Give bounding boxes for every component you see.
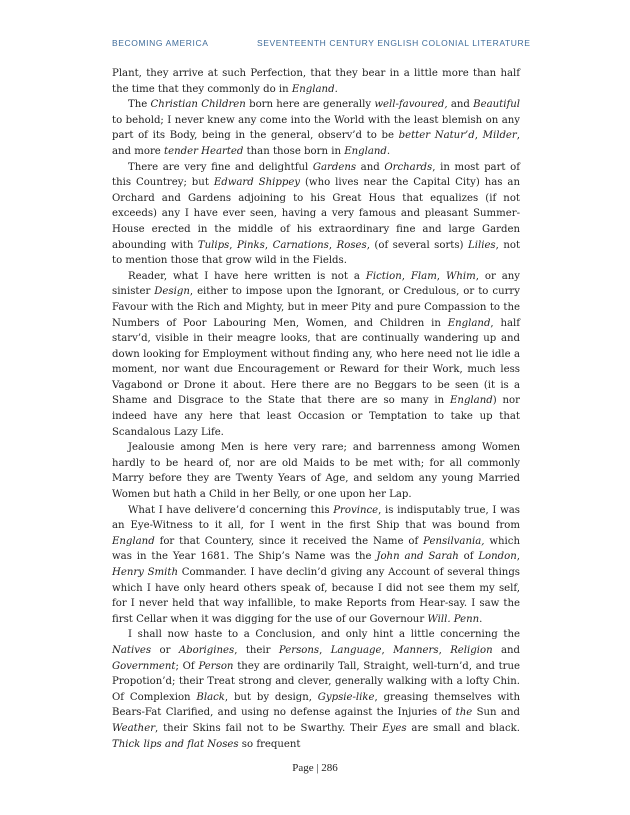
page-footer	[0, 762, 630, 774]
text-run: , half starv’d, visible in their meagre looks, that are continually wandering up and down looking for Employment without finding any, who here need not lie idle a moment, nor want due Encouragement or Reward for their Work, much less Vagabond or Drone it about. Here there are no Beggars to be seen (it is a Shame and Disgrace to the State that there are so many in	[112, 317, 521, 407]
text-run: for that Countery, since it received the Name of	[154, 535, 424, 547]
italic-run: Thick lips and flat Noses	[112, 738, 239, 750]
italic-run: Milder	[482, 130, 517, 142]
text-run: , either to impose upon the Ignorant, or Credulous, or to curry Favour with the Rich and Mighty, but in meer Pity and pure Compassion to the Numbers of Poor Labouring Men, Women, and Children in	[112, 286, 520, 329]
text-run: , is indisputably true, I was an Eye-Witness to it all, for I went in the first Ship that was bound from	[112, 504, 520, 532]
text-run: .	[386, 145, 391, 157]
text-run: Commander. I have declin’d giving any Account of several things which I have only heard others speak of, because I did not see them my self, for I never held that way infallible, to make Reports from Hear-say. I saw the first Cellar when it was digging for the use of our Governour	[112, 567, 521, 625]
body-text	[112, 66, 520, 752]
text-run: are small and black.	[406, 722, 520, 734]
italic-run: Lilies	[468, 239, 496, 251]
text-run: What I have delivere’d concerning this	[128, 504, 334, 516]
paragraph	[112, 160, 520, 269]
paragraph	[112, 269, 520, 441]
text-run: of	[458, 551, 479, 563]
running-head-left: BECOMING AMERICA	[112, 38, 209, 48]
text-run: ,	[264, 239, 273, 251]
text-run: , or any sinister	[112, 270, 521, 298]
text-run: or	[151, 644, 179, 656]
text-run: ,	[328, 239, 337, 251]
text-run: ) nor indeed have any here that least Occasion or Temptation to take up that Scandalous Lazy Life.	[112, 395, 520, 438]
page-number: 286	[321, 762, 338, 774]
paragraph	[112, 66, 520, 97]
italic-run: London	[478, 551, 517, 563]
page-label: Page	[292, 762, 314, 774]
text-run: they are ordinarily Tall, Straight, well-turn’d, and true Propotion’d; their Treat strong and clever, generally walking with a lofty Chin. Of Complexion	[112, 660, 520, 703]
italic-run: Person	[198, 660, 234, 672]
italic-run: Whim	[445, 270, 476, 282]
italic-run: tender Hearted	[164, 145, 244, 157]
italic-run: Pinks	[236, 239, 265, 251]
text-run: , but by design,	[224, 691, 318, 703]
paragraph	[112, 503, 520, 628]
text-run: There are very fine and delightful	[128, 161, 313, 173]
text-run: Sun and	[472, 707, 520, 719]
text-run: ,	[401, 270, 411, 282]
page-separator: |	[316, 762, 319, 774]
text-run: ,	[229, 239, 237, 251]
italic-run: the	[455, 707, 473, 719]
text-run: Plant, they arrive at such Perfection, that they bear in a little more than half the time that they commonly do in	[112, 68, 520, 95]
italic-run: Weather	[112, 722, 156, 734]
text-run: and	[447, 99, 474, 111]
text-run: than those born in	[243, 145, 345, 157]
italic-run: Gypsie-like	[317, 691, 375, 703]
text-run: I shall now haste to a Conclusion, and only hint a little concerning the	[128, 629, 520, 641]
italic-run: Design	[154, 286, 190, 298]
italic-run: England	[291, 83, 335, 95]
text-run: Jealousie among Men is here very rare; and barrenness among Women hardly to be heard of, nor are old Maids to be met with; for all commonly Marry before they are Twenty Years of Age, and seldom any young Married Women but hath a Child in her Belly, or one upon her Lap.	[112, 442, 520, 501]
text-run: , their Skins fail not to be Swarthy. Their	[155, 722, 383, 734]
italic-run: well-favoured,	[374, 99, 448, 111]
paragraph	[112, 627, 520, 752]
text-run: ,	[438, 644, 451, 656]
text-run: ,	[474, 130, 483, 142]
italic-run: Natives	[112, 644, 152, 656]
text-run: The	[128, 99, 151, 111]
italic-run: Persons	[278, 644, 320, 656]
italic-run: Beautiful	[473, 99, 520, 111]
italic-run: Henry Smith	[112, 567, 178, 578]
text-run: born here are generally	[245, 99, 375, 111]
text-run: (who lives near the Capital City) has an Orchard and Gardens adjoining to his Great Hous that equalizes (if not exceeds) any I have ever seen, having a very famous and pleasant Summer-House erected in the middle of his extraordinary fine and large Garden abounding with	[112, 177, 520, 251]
italic-run: Tulips	[197, 239, 230, 251]
text-run: ,	[319, 644, 331, 656]
italic-run: Fiction	[365, 270, 402, 282]
text-run: and	[492, 644, 521, 656]
italic-run: England	[450, 395, 493, 407]
italic-run: John and Sarah	[376, 551, 459, 563]
italic-run: Religion	[450, 644, 493, 656]
italic-run: Will. Penn	[427, 613, 480, 625]
text-run: Reader, what I have here written is not a	[128, 270, 366, 282]
italic-run: better Natur’d	[398, 130, 475, 142]
text-run: ,	[516, 551, 520, 563]
italic-run: Eyes	[382, 722, 407, 734]
italic-run: Christian Children	[150, 99, 246, 111]
text-run: , not to mention those that grow wild in the Fields.	[112, 239, 521, 267]
italic-run: Flam	[410, 270, 437, 282]
italic-run: Manners	[393, 644, 439, 656]
text-run: , their	[234, 644, 279, 656]
italic-run: Government	[112, 660, 176, 672]
italic-run: Carnations	[272, 239, 329, 251]
italic-run: Orchards	[384, 161, 433, 173]
italic-run: Black	[196, 691, 225, 703]
italic-run: Province	[333, 504, 379, 516]
text-run: , and more	[112, 130, 520, 157]
text-run: .	[334, 83, 338, 95]
italic-run: Pensilvania,	[423, 535, 485, 547]
text-run: so frequent	[238, 738, 301, 750]
italic-run: Roses	[336, 239, 367, 251]
text-run: , greasing themselves with Bears-Fat Clarified, and using no defense against the Injuries of	[112, 691, 520, 719]
italic-run: Edward Shippey	[213, 177, 301, 189]
paragraph	[112, 97, 520, 159]
italic-run: England	[112, 535, 155, 547]
text-run: and	[356, 161, 385, 173]
running-head-right: SEVENTEENTH CENTURY ENGLISH COLONIAL LITERATURE	[257, 38, 531, 48]
text-run: , in most part of this Countrey; but	[112, 161, 520, 189]
italic-run: Gardens	[312, 161, 357, 173]
text-run: ,	[381, 644, 394, 656]
paragraph	[112, 440, 520, 502]
italic-run: Language	[330, 644, 382, 656]
text-run: .	[479, 613, 483, 625]
text-run: ; Of	[175, 660, 199, 672]
text-run: to behold; I never knew any come into the World with the least blemish on any part of its Body, being in the general, observ’d to be	[112, 114, 520, 142]
italic-run: England	[447, 317, 491, 329]
italic-run: Aborigines	[178, 644, 235, 656]
text-run: , (of several sorts)	[366, 239, 468, 251]
text-run: which was in the Year 1681. The Ship’s Name was the	[112, 535, 520, 563]
italic-run: England	[344, 145, 387, 157]
text-run: ,	[436, 270, 446, 282]
